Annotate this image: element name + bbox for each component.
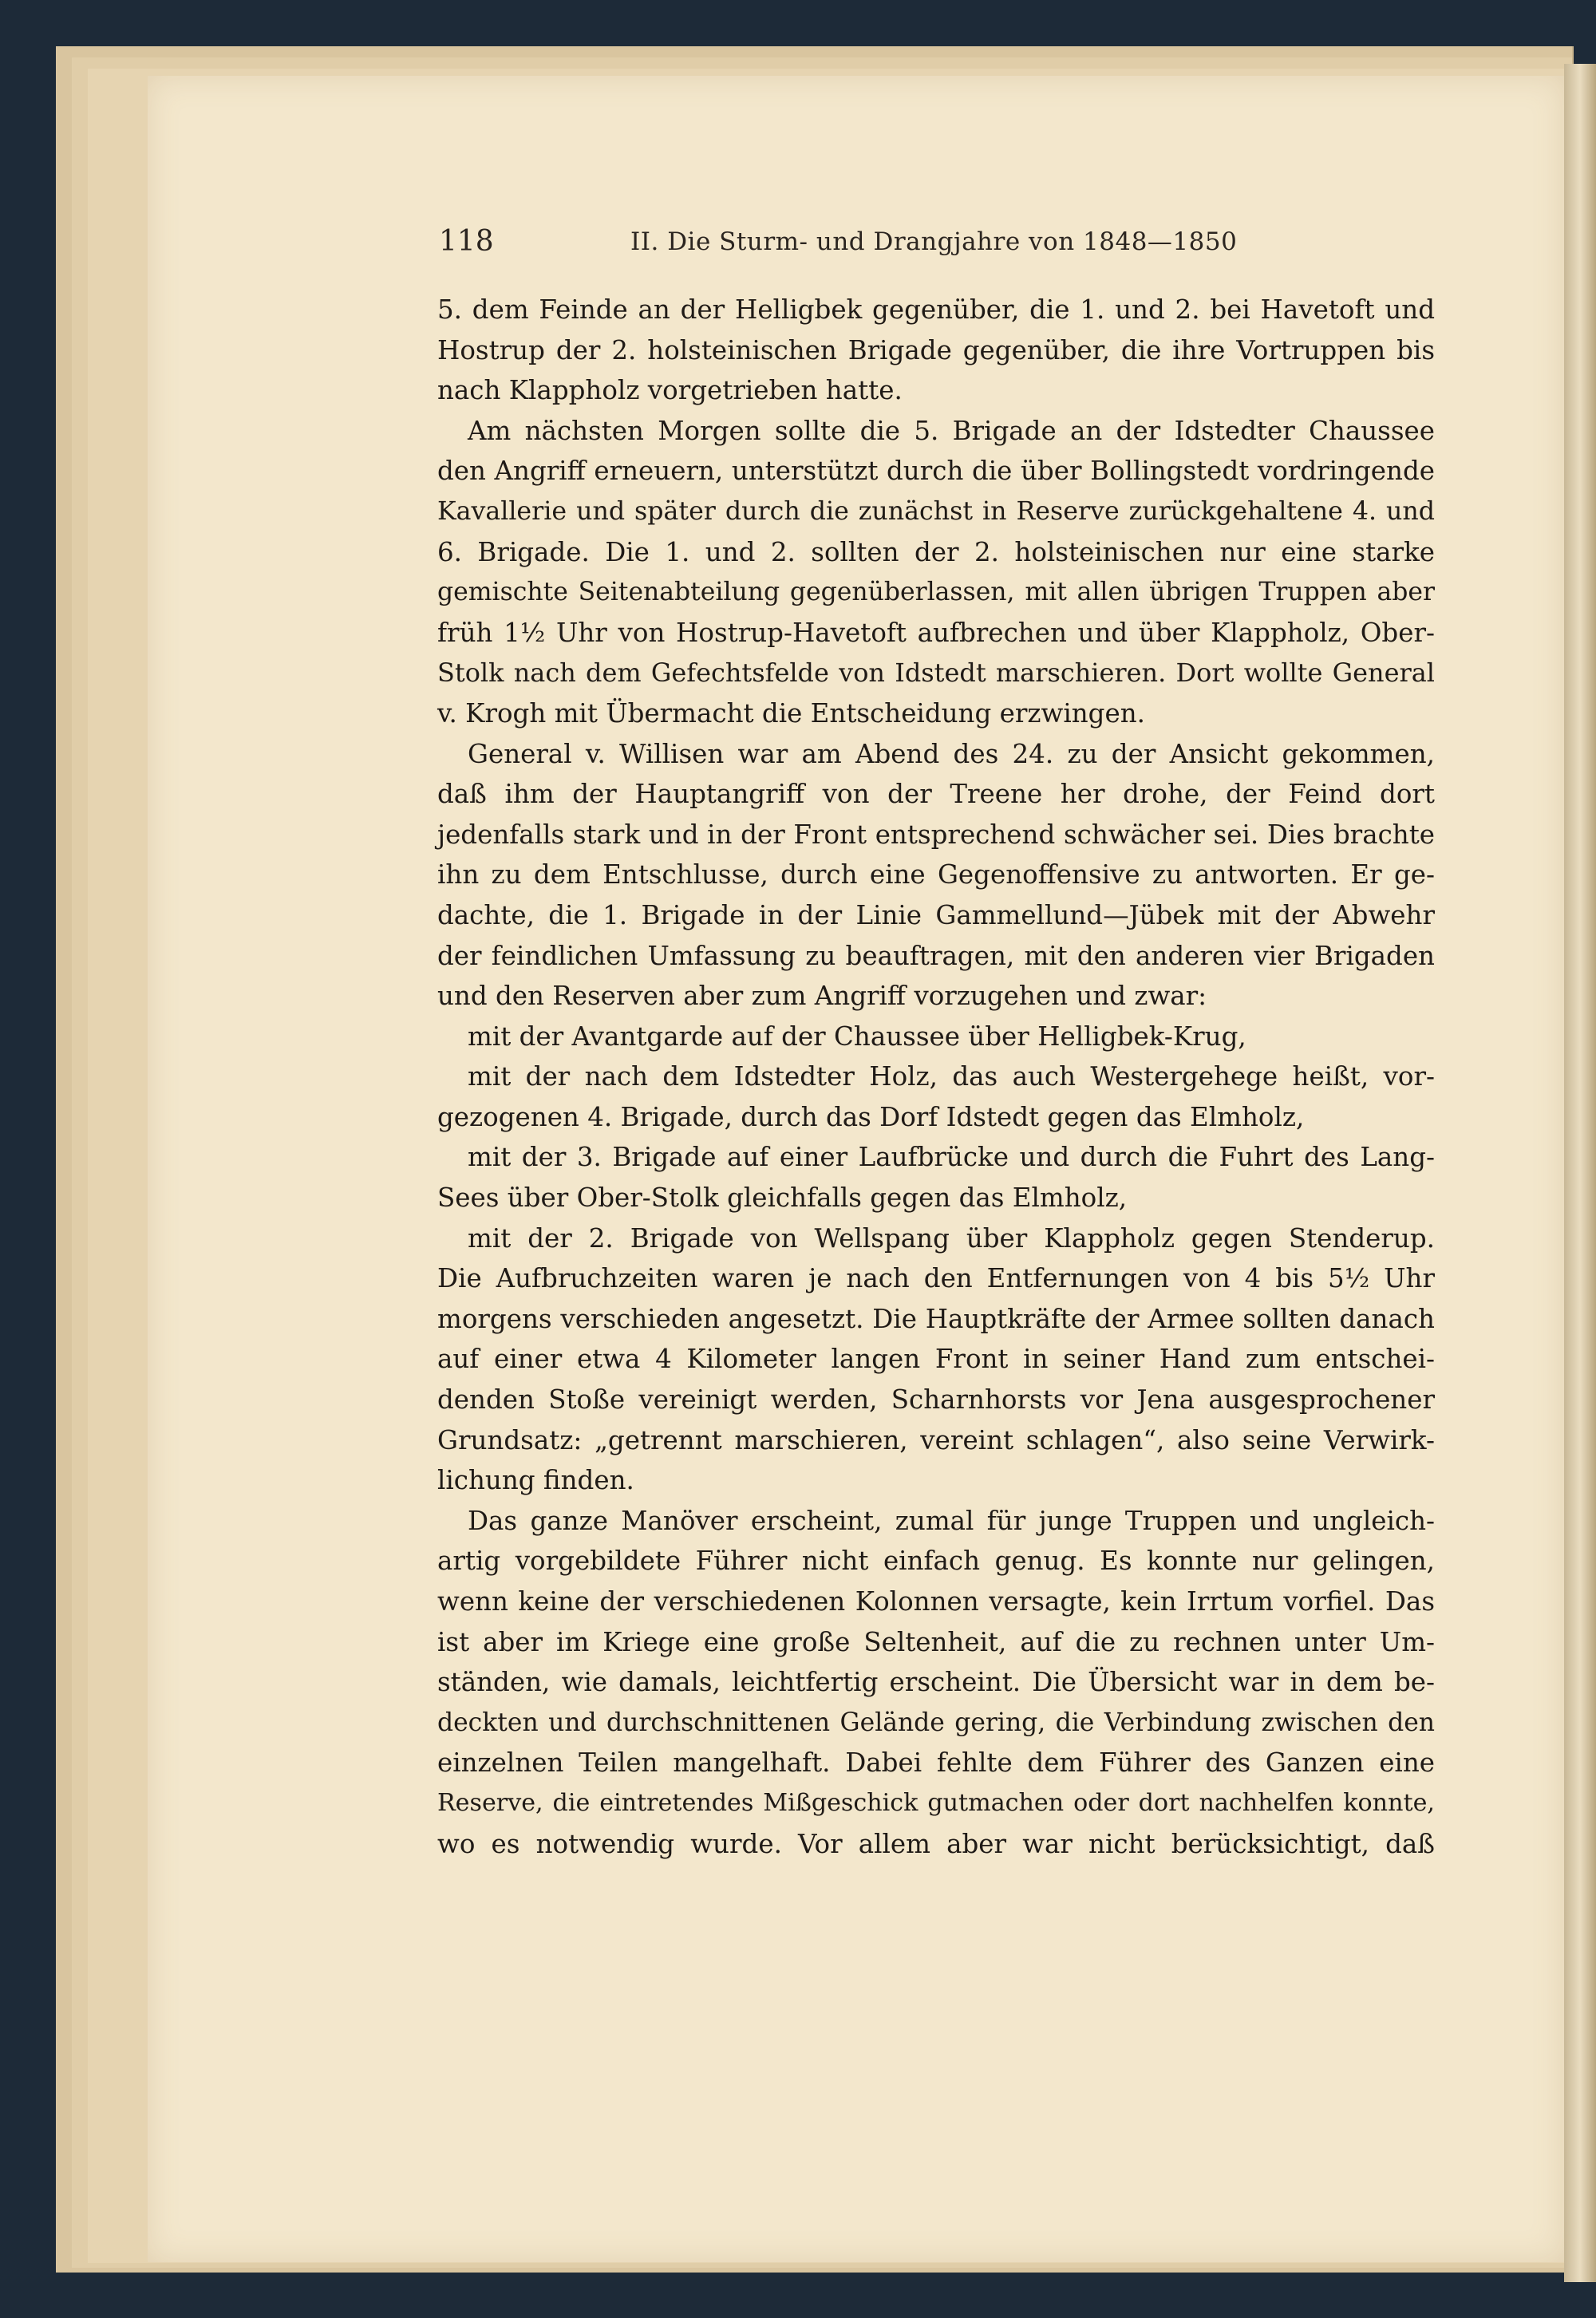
text-line: einzelnen Teilen mangelhaft. Dabei fehlte dem Führer des Ganzen eine xyxy=(437,1747,1435,1779)
text-line: Die Aufbruchzeiten waren je nach den Entfernungen von 4 bis 5½ Uhr xyxy=(437,1263,1435,1294)
text-line: früh 1½ Uhr von Hostrup-Havetoft aufbrechen und über Klappholz, Ober- xyxy=(437,617,1435,648)
text-line: mit der 2. Brigade von Wellspang über Klappholz gegen Stenderup. xyxy=(468,1222,1435,1254)
text-line: Am nächsten Morgen sollte die 5. Brigade an der Idstedter Chaussee xyxy=(468,415,1435,446)
text-line: 6. Brigade. Die 1. und 2. sollten der 2. holsteinischen nur eine starke xyxy=(437,536,1435,567)
text-line: artig vorgebildete Führer nicht einfach genug. Es konnte nur gelingen, xyxy=(437,1546,1435,1577)
text-line: den Angriff erneuern, unterstützt durch die über Bollingstedt vordringende xyxy=(437,456,1435,487)
text-line: gemischte Seitenabteilung gegenüberlassen, mit allen übrigen Truppen aber xyxy=(437,578,1435,607)
text-line: der feindlichen Umfassung zu beauftragen, mit den anderen vier Brigaden xyxy=(437,940,1435,971)
text-line: mit der nach dem Idstedter Holz, das auch Westergehege heißt, vor- xyxy=(468,1061,1435,1092)
text-line: jedenfalls stark und in der Front entsprechend schwächer sei. Dies brachte xyxy=(437,819,1435,850)
text-line: wenn keine der verschiedenen Kolonnen versagte, kein Irrtum vorfiel. Das xyxy=(437,1586,1435,1617)
text-line: Hostrup der 2. holsteinischen Brigade gegenüber, die ihre Vortruppen bis xyxy=(437,334,1435,365)
text-line: mit der 3. Brigade auf einer Laufbrücke und durch die Fuhrt des Lang- xyxy=(468,1142,1435,1173)
text-line: Kavallerie und später durch die zunächst in Reserve zurückgehaltene 4. und xyxy=(437,496,1435,526)
book-gutter xyxy=(1564,64,1596,2282)
text-line: auf einer etwa 4 Kilometer langen Front in seiner Hand zum entschei- xyxy=(437,1344,1435,1375)
text-line: wo es notwendig wurde. Vor allem aber war nicht berücksichtigt, daß xyxy=(437,1828,1435,1859)
text-line: morgens verschieden angesetzt. Die Hauptkräfte der Armee sollten danach xyxy=(437,1303,1435,1334)
text-line: lichung finden. xyxy=(437,1465,634,1496)
text-line: ständen, wie damals, leichtfertig erscheint. Die Übersicht war in dem be- xyxy=(437,1667,1435,1698)
page-number: 118 xyxy=(439,225,494,258)
text-line: nach Klappholz vorgetrieben hatte. xyxy=(437,375,903,406)
text-line: Stolk nach dem Gefechtsfelde von Idstedt marschieren. Dort wollte General xyxy=(437,657,1435,689)
text-line: mit der Avantgarde auf der Chaussee über Helligbek-Krug, xyxy=(468,1021,1246,1052)
running-head: II. Die Sturm- und Drangjahre von 1848—1850 xyxy=(630,227,1238,256)
text-line: Das ganze Manöver erscheint, zumal für junge Truppen und ungleich- xyxy=(468,1505,1435,1536)
text-line: v. Krogh mit Übermacht die Entscheidung erzwingen. xyxy=(437,697,1145,729)
text-line: und den Reserven aber zum Angriff vorzugehen und zwar: xyxy=(437,981,1207,1012)
text-line: Reserve, die eintretendes Mißgeschick gutmachen oder dort nachhelfen konnte, xyxy=(437,1788,1435,1817)
text-line: denden Stoße vereinigt werden, Scharnhorsts vor Jena ausgesprochener xyxy=(437,1384,1435,1416)
text-line: gezogenen 4. Brigade, durch das Dorf Idstedt gegen das Elmholz, xyxy=(437,1101,1305,1132)
text-line: ihn zu dem Entschlusse, durch eine Gegenoffensive zu antworten. Er ge- xyxy=(437,859,1435,890)
text-line: Grundsatz: „getrennt marschieren, vereint schlagen“, also seine Verwirk- xyxy=(437,1424,1435,1455)
text-line: General v. Willisen war am Abend des 24. zu der Ansicht gekommen, xyxy=(468,738,1435,769)
text-line: 5. dem Feinde an der Helligbek gegenüber, die 1. und 2. bei Havetoft und xyxy=(437,294,1435,325)
body-text xyxy=(437,290,1435,1864)
text-line: deckten und durchschnittenen Gelände gering, die Verbindung zwischen den xyxy=(437,1708,1435,1737)
text-line: dachte, die 1. Brigade in der Linie Gammellund—Jübek mit der Abwehr xyxy=(437,899,1435,930)
text-line: ist aber im Kriege eine große Seltenheit, auf die zu rechnen unter Um- xyxy=(437,1626,1435,1657)
text-line: daß ihm der Hauptangriff von der Treene her drohe, der Feind dort xyxy=(437,779,1435,810)
text-line: Sees über Ober-Stolk gleichfalls gegen das Elmholz, xyxy=(437,1183,1128,1214)
